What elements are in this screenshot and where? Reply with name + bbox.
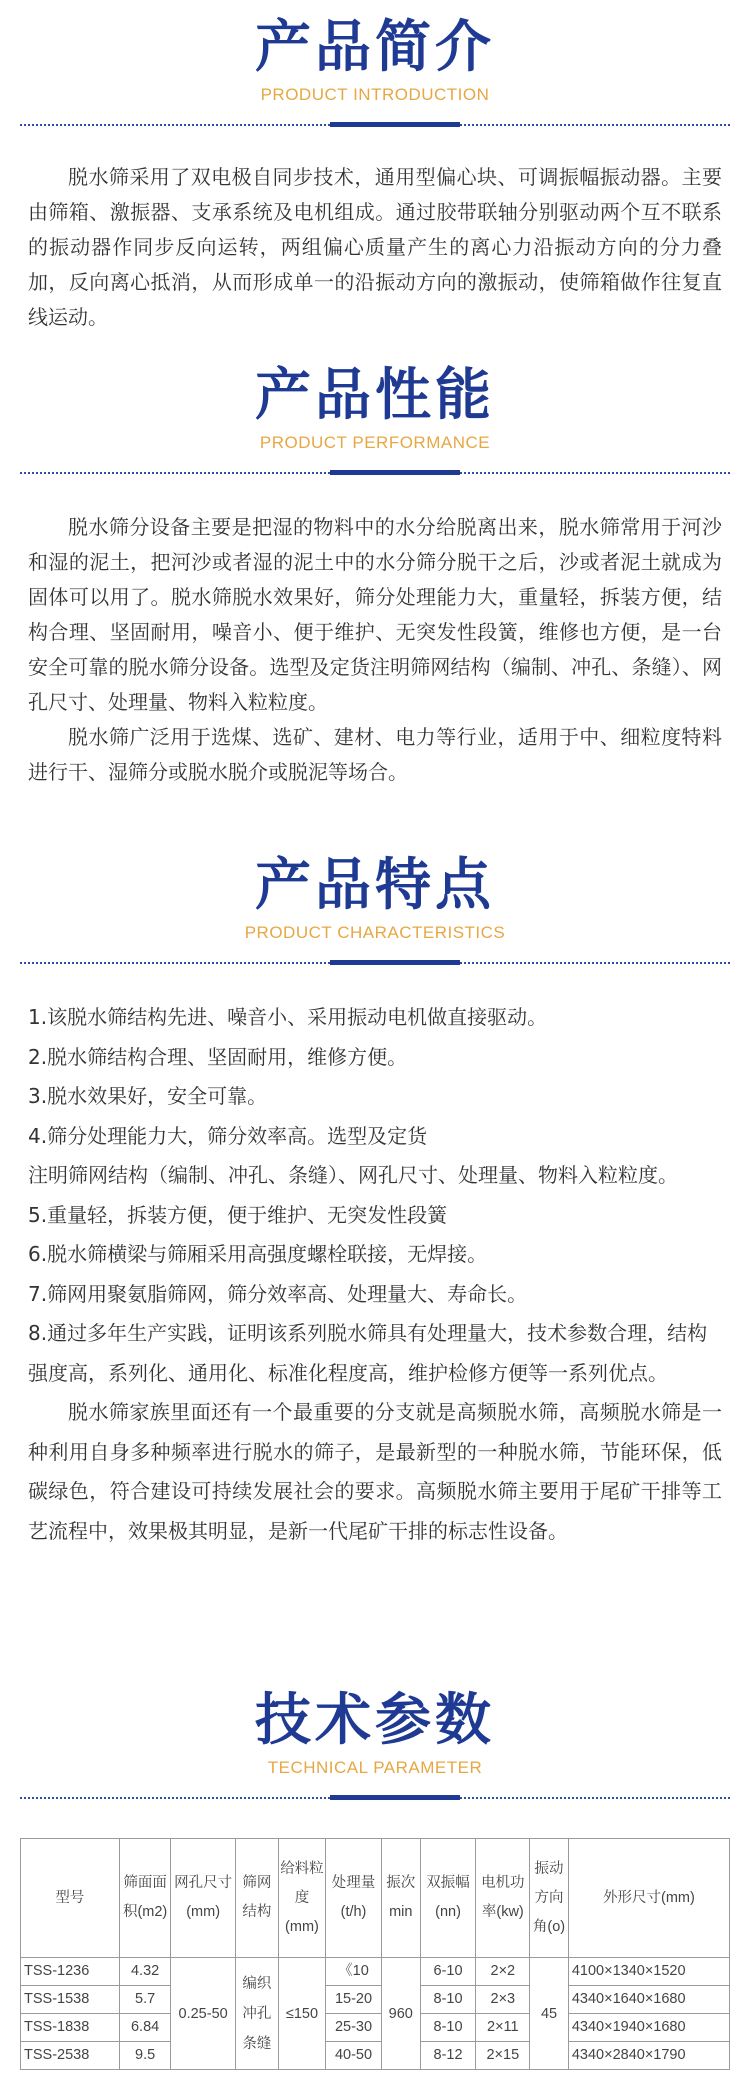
body-text: 脱水筛采用了双电极自同步技术，通用型偏心块、可调振幅振动器。主要由筛箱、激振器、支承系统及电机组成。通过胶带联轴分别驱动两个互不联系的振动器作同步反向运转，两组偏心质量产生的离心力沿振动方向的分力叠加，反向离心抵消，从而形成单一的沿振动方向的激振动，使筛箱做作往复直线运动。 bbox=[28, 165, 722, 329]
section-header-performance bbox=[0, 365, 750, 453]
cell-model: TSS-1838 bbox=[21, 2014, 120, 2042]
characteristics-list bbox=[28, 998, 722, 1551]
list-item: 4.筛分处理能力大，筛分效率高。选型及定货 bbox=[28, 1123, 428, 1148]
list-item: 5.重量轻，拆装方便，便于维护、无突发性段簧 bbox=[28, 1202, 448, 1227]
section-title: 产品性能 bbox=[255, 363, 495, 428]
cell-power: 2×15 bbox=[476, 2042, 530, 2070]
cell-feed: ≤150 bbox=[278, 1958, 325, 2070]
header-cell: 外形尺寸(mm) bbox=[568, 1839, 729, 1958]
cell-dimension: 4340×1940×1680 bbox=[568, 2014, 729, 2042]
header-cell: 振动方向角(o) bbox=[530, 1839, 569, 1958]
body-text: 脱水筛家族里面还有一个最重要的分支就是高频脱水筛，高频脱水筛是一种利用自身多种频率进行脱水的筛子，是最新型的一种脱水筛，节能环保，低碳绿色，符合建设可持续发展社会的要求。高频脱水筛主要用于尾矿干排等工艺流程中，效果极其明显，是新一代尾矿干排的标志性设备。 bbox=[28, 1400, 722, 1543]
section-title: 产品特点 bbox=[255, 853, 495, 918]
header-cell: 网孔尺寸(mm) bbox=[171, 1839, 235, 1958]
header-cell: 处理量(t/h) bbox=[326, 1839, 382, 1958]
cell-capacity: 15-20 bbox=[326, 1986, 382, 2014]
list-item: 6.脱水筛横梁与筛厢采用高强度螺栓联接，无焊接。 bbox=[28, 1242, 488, 1266]
cell-area: 5.7 bbox=[119, 1986, 171, 2014]
cell-dimension: 4340×2840×1790 bbox=[568, 2042, 729, 2070]
list-item: 8.通过多年生产实践，证明该系列脱水筛具有处理量大，技术参数合理，结构强度高，系列化、通用化、标准化程度高，维护检修方便等一系列优点。 bbox=[28, 1321, 708, 1385]
cell-structure: 编织冲孔条缝 bbox=[235, 1958, 278, 2070]
cell-power: 2×3 bbox=[476, 1986, 530, 2014]
section-title: 技术参数 bbox=[255, 1688, 495, 1753]
cell-capacity: 40-50 bbox=[326, 2042, 382, 2070]
list-item: 3.脱水效果好，安全可靠。 bbox=[28, 1084, 268, 1108]
cell-power: 2×11 bbox=[476, 2014, 530, 2042]
table-header-row bbox=[21, 1839, 730, 1958]
section-subtitle: PRODUCT CHARACTERISTICS bbox=[244, 923, 506, 942]
list-item: 1.该脱水筛结构先进、噪音小、采用振动电机做直接驱动。 bbox=[28, 1005, 548, 1029]
cell-capacity: 《10 bbox=[326, 1958, 382, 1986]
section-divider bbox=[20, 1794, 730, 1802]
header-cell: 筛网结构 bbox=[235, 1839, 278, 1958]
section-divider bbox=[20, 959, 730, 967]
cell-dimension: 4100×1340×1520 bbox=[568, 1958, 729, 1986]
table-row bbox=[21, 2014, 730, 2042]
list-item: 7.筛网用聚氨脂筛网，筛分效率高、处理量大、寿命长。 bbox=[28, 1281, 528, 1306]
header-cell: 给料粒度(mm) bbox=[278, 1839, 325, 1958]
cell-mesh: 0.25-50 bbox=[171, 1958, 235, 2070]
section-header-intro bbox=[0, 17, 750, 105]
table-row bbox=[21, 1958, 730, 1986]
cell-amplitude: 8-10 bbox=[420, 2014, 476, 2042]
cell-model: TSS-1538 bbox=[21, 1986, 120, 2014]
cell-power: 2×2 bbox=[476, 1958, 530, 1986]
section-header-characteristics bbox=[0, 855, 750, 943]
cell-dimension: 4340×1640×1680 bbox=[568, 1986, 729, 2014]
header-cell: 双振幅(nn) bbox=[420, 1839, 476, 1958]
body-text: 脱水筛广泛用于选煤、选矿、建材、电力等行业，适用于中、细粒度特料进行干、湿筛分或脱水脱介或脱泥等场合。 bbox=[28, 725, 722, 784]
intro-paragraph bbox=[28, 160, 722, 335]
cell-area: 4.32 bbox=[119, 1958, 171, 1986]
section-divider bbox=[20, 469, 730, 477]
cell-area: 9.5 bbox=[119, 2042, 171, 2070]
cell-amplitude: 8-10 bbox=[420, 1986, 476, 2014]
table-row bbox=[21, 1986, 730, 2014]
header-cell: 筛面面积(m2) bbox=[119, 1839, 171, 1958]
cell-model: TSS-2538 bbox=[21, 2042, 120, 2070]
cell-area: 6.84 bbox=[119, 2014, 171, 2042]
cell-frequency: 960 bbox=[381, 1958, 420, 2070]
header-cell: 振次min bbox=[381, 1839, 420, 1958]
section-subtitle: PRODUCT INTRODUCTION bbox=[260, 85, 490, 104]
cell-amplitude: 8-12 bbox=[420, 2042, 476, 2070]
section-header-technical bbox=[0, 1690, 750, 1778]
cell-model: TSS-1236 bbox=[21, 1958, 120, 1986]
section-divider bbox=[20, 121, 730, 129]
performance-paragraphs bbox=[28, 510, 722, 790]
cell-capacity: 25-30 bbox=[326, 2014, 382, 2042]
cell-angle: 45 bbox=[530, 1958, 569, 2070]
section-title: 产品简介 bbox=[255, 15, 495, 80]
list-item: 注明筛网结构（编制、冲孔、条缝）、网孔尺寸、处理量、物料入粒粒度。 bbox=[28, 1163, 678, 1187]
section-subtitle: TECHNICAL PARAMETER bbox=[267, 1758, 483, 1777]
body-text: 脱水筛分设备主要是把湿的物料中的水分给脱离出来，脱水筛常用于河沙和湿的泥土，把河沙或者湿的泥土中的水分筛分脱干之后，沙或者泥土就成为固体可以用了。脱水筛脱水效果好，筛分处理能力大，重量轻，拆装方便，结构合理、坚固耐用，噪音小、便于维护、无突发性段簧，维修也方便，是一台安全可靠的脱水筛分设备。选型及定货注明筛网结构（编制、冲孔、条缝）、网孔尺寸、处理量、物料入粒粒度。 bbox=[28, 515, 722, 714]
table-row bbox=[21, 2042, 730, 2070]
cell-amplitude: 6-10 bbox=[420, 1958, 476, 1986]
list-item: 2.脱水筛结构合理、坚固耐用，维修方便。 bbox=[28, 1044, 408, 1069]
header-cell: 型号 bbox=[21, 1839, 120, 1958]
header-cell: 电机功率(kw) bbox=[476, 1839, 530, 1958]
section-subtitle: PRODUCT PERFORMANCE bbox=[259, 433, 491, 452]
spec-table bbox=[20, 1838, 730, 2070]
